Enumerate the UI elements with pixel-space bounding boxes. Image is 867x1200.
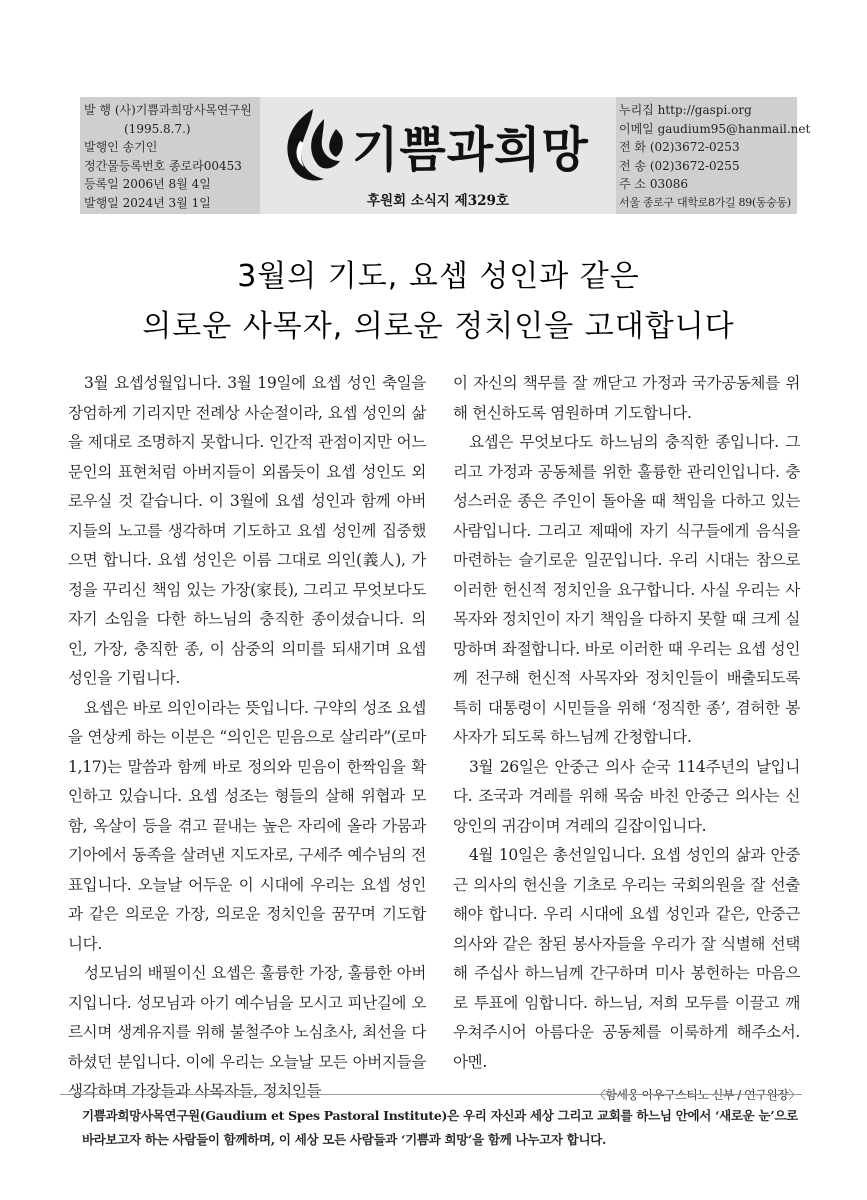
publisher-name: 발행인 송기인 [84,140,158,154]
paragraph: 성모님의 배필이신 요셉은 훌륭한 가장, 훌륭한 아버지입니다. 성모님과 아기 예수님을 모시고 피난길에 오르시며 생계유지를 위해 불철주야 노심초사, 최선을 다하셨던 분입니다. 이에 우리는 오늘날 모든 아버지들을 생각하며 가장들과 사목자들, 정치인들 [68,964,426,1100]
footer-divider [60,1094,802,1095]
email: 이메일 gaudium95@hanmail.net [619,121,811,136]
issue-number: 후원회 소식지 제329호 [367,193,509,209]
title-line-2: 의로운 사목자, 의로운 정치인을 고대합니다 [142,309,735,344]
article-title [80,252,797,352]
publisher-info [84,101,259,212]
registration-date: 등록일 2006년 8월 4일 [84,177,211,191]
flame-emblem-icon [278,105,348,185]
masthead [80,97,811,214]
issue-date: 발행일 2024년 3월 1일 [84,195,211,210]
phone: 전 화 (02)3672-0253 [619,140,740,154]
paragraph: 요셉은 바로 의인이라는 뜻입니다. 구약의 성조 요셉을 연상케 하는 이분은 “의인은 믿음으로 살리라”(로마 1,17)는 말씀과 함께 바로 정의와 믿음이 한짝임을 확인하고 있습니다. 요셉 성조는 형들의 살해 위협과 모함, 옥살이 등을 겪고 끝내는 높은 자리에 올라 가뭄과 기아에서 동족을 살려낸 지도자로, 구세주 예수님의 전표입니다. 오늘날 어두운 이 시대에 우리는 요셉 성인과 같은 의로운 가장, 의로운 정치인을 꿈꾸며 기도합니다. [68,698,426,953]
postal-code: 주 소 03086 [619,177,688,191]
website: 누리집 http://gaspi.org [619,103,752,117]
left-column [68,369,426,1107]
paragraph: 3월 26일은 안중근 의사 순국 114주년의 날입니다. 조국과 겨레를 위해 목숨 바친 안중근 의사는 신앙인의 귀감이며 겨레의 길잡이입니다. [453,757,800,835]
registration-number: 정간물등록번호 종로라00453 [84,158,242,173]
founding-date: (1995.8.7.) [124,121,191,136]
logo-block [260,97,616,214]
title-line-1: 3월의 기도, 요셉 성인과 같은 [237,259,640,294]
paragraph: 이 자신의 책무를 잘 깨닫고 가정과 국가공동체를 위해 헌신하도록 염원하며 기도합니다. [453,374,800,422]
address: 서울 종로구 대학로8가길 89(동숭동) [619,195,791,209]
publisher-line: 발 행 (사)기쁨과희망사목연구원 [84,103,252,117]
footer-statement: 기쁨과희망사목연구원(Gaudium et Spes Pastoral Institute)은 우리 자신과 세상 그리고 교회를 하느님 안에서 ‘새로운 눈’으로 바라보고자 하는 사람들이 함께하며, 이 세상 모든 사람들과 ‘기쁨과 희망’을 함께 나누고자 합니다. [82,1108,798,1147]
author-signature: 〈함세웅 아우구스티노 신부 / 연구원장〉 [593,1088,800,1102]
paragraph: 요셉은 무엇보다도 하느님의 충직한 종입니다. 그리고 가정과 공동체를 위한 훌륭한 관리인입니다. 충성스러운 종은 주인이 돌아올 때 책임을 다하고 있는 사람입니다. 그리고 제때에 자기 식구들에게 음식을 마련하는 슬기로운 일꾼입니다. 우리 시대는 참으로 이러한 헌신적 정치인을 요구합니다. 사실 우리는 사목자와 정치인이 자기 책임을 다하지 못할 때 크게 실망하며 좌절합니다. 바로 이러한 때 우리는 요셉 성인께 전구해 헌신적 사목자와 정치인들이 배출되도록 특히 대통령이 시민들을 위해 ‘정직한 종’, 겸허한 봉사자가 되도록 하느님께 간청합니다. [453,433,800,746]
contact-info [619,101,811,212]
paragraph: 3월 요셉성월입니다. 3월 19일에 요셉 성인 축일을 장엄하게 기리지만 전례상 사순절이라, 요셉 성인의 삶을 제대로 조명하지 못합니다. 인간적 관점이지만 어느 문인의 표현처럼 아버지들이 외롭듯이 요셉 성인도 외로우실 것 같습니다. 이 3월에 요셉 성인과 함께 아버지들의 노고를 생각하며 기도하고 요셉 성인께 집중했으면 합니다. 요셉 성인은 이름 그대로 의인(義人), 가정을 꾸리신 책임 있는 가장(家長), 그리고 무엇보다도 자기 소임을 다한 하느님의 충직한 종이셨습니다. 의인, 가장, 충직한 종, 이 삼중의 의미를 되새기며 요셉 성인을 기립니다. [68,374,426,687]
right-column [453,369,800,1105]
fax: 전 송 (02)3672-0255 [619,158,740,173]
paragraph: 4월 10일은 총선일입니다. 요셉 성인의 삶과 안중근 의사의 헌신을 기초로 우리는 국회의원을 잘 선출해야 합니다. 우리 시대에 요셉 성인과 같은, 안중근 의사와 같은 참된 봉사자들을 우리가 잘 식별해 선택해 주십사 하느님께 간구하며 미사 봉헌하는 마음으로 투표에 임합니다. 하느님, 저희 모두를 이끌고 깨우쳐주시어 아름다운 공동체를 이룩하게 해주소서. 아멘. [453,846,800,1071]
logo-wordmark: 기쁨과희망 [352,122,589,178]
